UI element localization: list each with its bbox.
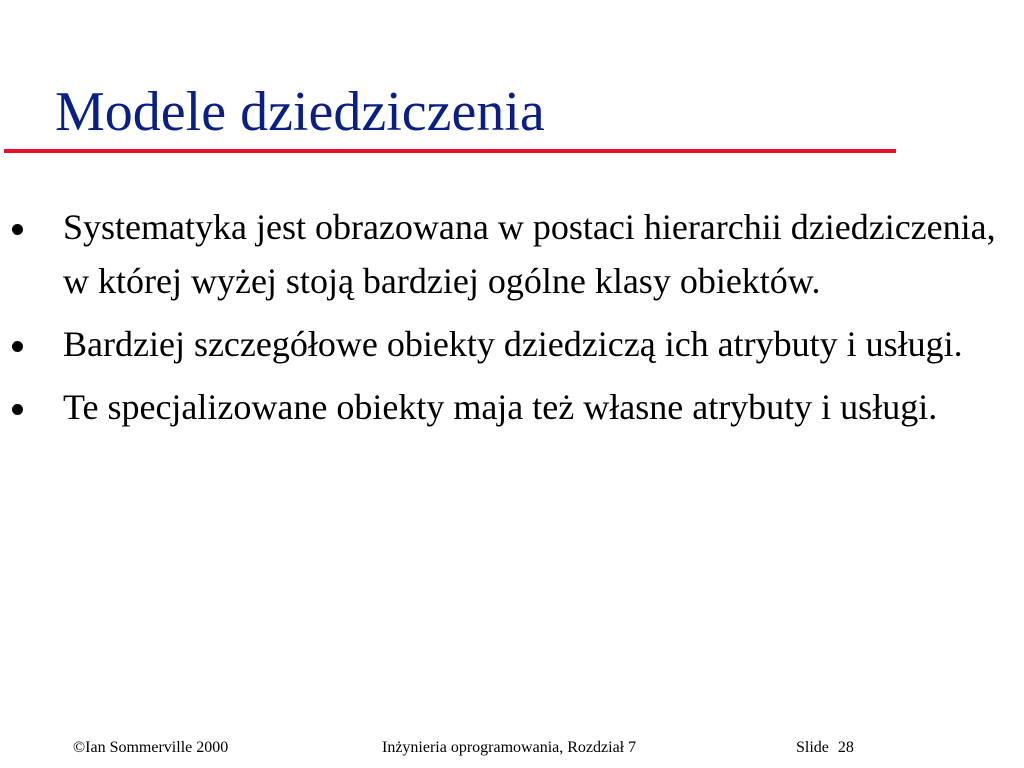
bullet-text: Bardziej szczegółowe obiekty dziedziczą ich atrybuty i usługi. [63,324,963,364]
bullet-item [0,317,1011,371]
title-underline [4,149,896,153]
bullet-dot-icon [12,341,23,352]
bullet-text: Te specjalizowane obiekty maja też własne atrybuty i usługi. [63,387,938,427]
footer-copyright: ©Ian Sommerville 2000 [73,739,229,756]
bullet-text: Systematyka jest obrazowana w postaci hierarchii dziedziczenia, w której wyżej stoją bardziej ogólne klasy obiektów. [63,207,996,301]
bullet-dot-icon [12,404,23,415]
bullet-item [0,380,1011,434]
bullet-item [0,200,1011,308]
footer-slide-number [796,737,854,759]
slide-title: Modele dziedziczenia [55,81,545,143]
slide-number: 28 [837,739,854,756]
slide-label: Slide [796,739,829,756]
footer-course: Inżynieria oprogramowania, Rozdział 7 [382,739,637,756]
bullet-list [0,200,1024,443]
bullet-dot-icon [12,224,23,235]
